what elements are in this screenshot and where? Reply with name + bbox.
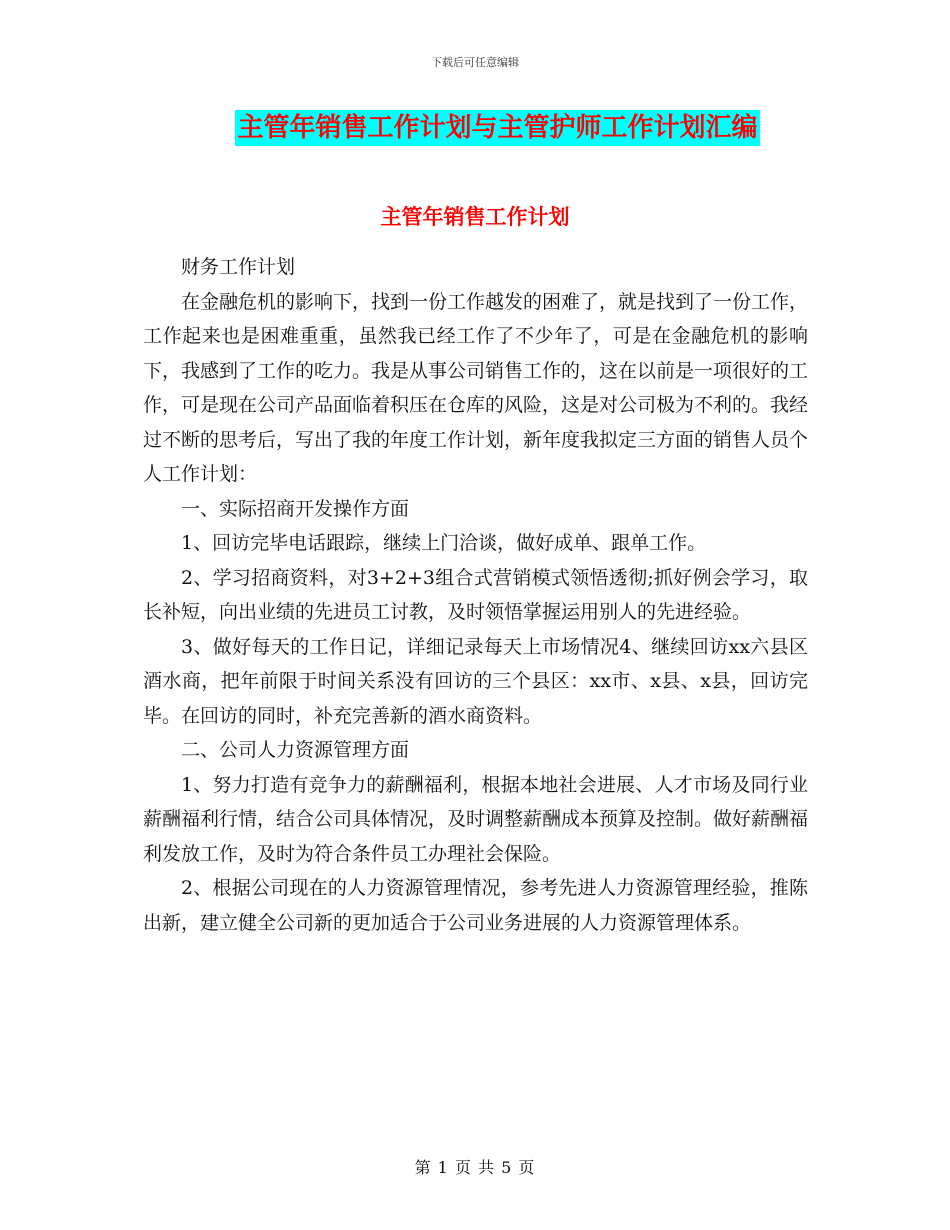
paragraph-4: 2、学习招商资料，对3+2+3组合式营销模式领悟透彻;抓好例会学习，取长补短，向出业绩的先进员工讨教，及时领悟掌握运用别人的先进经验。	[143, 566, 808, 623]
paragraph-1: 在金融危机的影响下，找到一份工作越发的困难了，就是找到了一份工作，工作起来也是困难重重，虽然我已经工作了不少年了，可是在金融危机的影响下，我感到了工作的吃力。我是从事公司销售工作的，这在以前是一项很好的工作，可是现在公司产品面临着积压在仓库的风险，这是对公司极为不利的。我经过不断的思考后，写出了我的年度工作计划，新年度我拟定三方面的销售人员个人工作计划：	[143, 290, 809, 485]
paragraph-6: 二、公司人力资源管理方面	[181, 739, 410, 761]
main-title: 主管年销售工作计划与主管护师工作计划汇编	[235, 110, 759, 146]
section-title: 主管年销售工作计划	[380, 204, 570, 229]
paragraph-7: 1、努力打造有竞争力的薪酬福利，根据本地社会进展、人才市场及同行业薪酬福利行情，结合公司具体情况，及时调整薪酬成本预算及控制。做好薪酬福利发放工作，及时为符合条件员工办理社会保险。	[143, 773, 809, 865]
main-title-container	[0, 110, 950, 146]
paragraph-3: 1、回访完毕电话跟踪，继续上门洽谈，做好成单、跟单工作。	[181, 532, 707, 554]
paragraph-8: 2、根据公司现在的人力资源管理情况，参考先进人力资源管理经验，推陈出新，建立健全公司新的更加适合于公司业务进展的人力资源管理体系。	[143, 877, 808, 934]
paragraph-0: 财务工作计划	[181, 256, 296, 278]
paragraph-5: 3、做好每天的工作日记，详细记录每天上市场情况4、继续回访xx六县区酒水商，把年前限于时间关系没有回访的三个县区：xx市、x县、x县，回访完毕。在回访的同时，补充完善新的酒水商资料。	[143, 635, 808, 727]
document-body	[143, 222, 808, 940]
header-note: 下载后可任意编辑	[431, 56, 519, 69]
paragraph-2: 一、实际招商开发操作方面	[181, 497, 410, 520]
page-footer: 第 1 页 共 5 页	[414, 1158, 536, 1177]
